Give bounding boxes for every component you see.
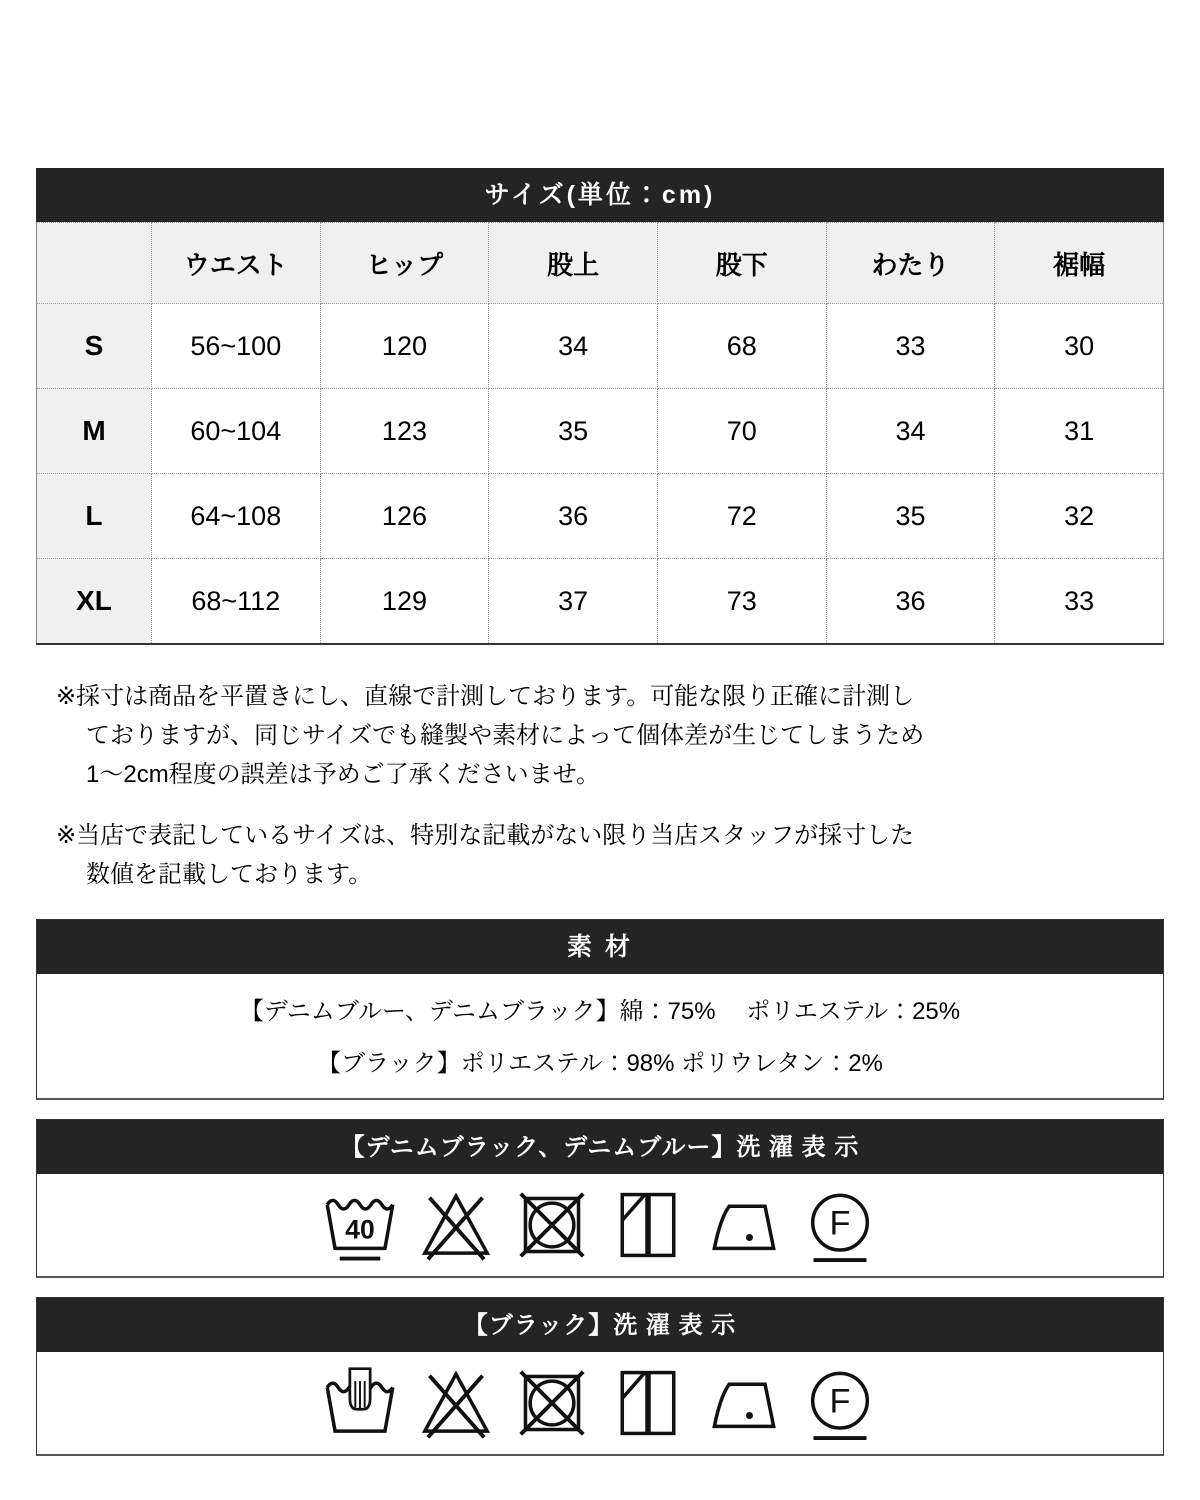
size-label: XL: [37, 559, 152, 645]
note-1: [56, 677, 1164, 794]
size-value: 123: [320, 389, 489, 474]
size-value: 68: [657, 304, 826, 389]
size-value: 33: [995, 559, 1164, 645]
column-header-5: わたり: [826, 223, 995, 304]
size-table: [36, 222, 1164, 645]
size-value: 68~112: [151, 559, 320, 645]
size-value: 56~100: [151, 304, 320, 389]
note-line: ておりますが、同じサイズでも縫製や素材によって個体差が生じてしまうため: [86, 722, 925, 749]
note-2: [56, 816, 1164, 894]
care-section-2: [36, 1297, 1164, 1456]
column-header-2: ヒップ: [320, 223, 489, 304]
size-value: 36: [489, 474, 658, 559]
size-value: 60~104: [151, 389, 320, 474]
material-body: [37, 974, 1163, 1098]
dry-clean-f-gentle-icon: [801, 1185, 879, 1265]
care-sections: [36, 1119, 1164, 1456]
size-table-section: [36, 168, 1164, 645]
size-label: M: [37, 389, 152, 474]
size-value: 32: [995, 474, 1164, 559]
size-row-L: [37, 474, 1164, 559]
do-not-tumble-dry-icon: [513, 1185, 591, 1265]
size-value: 31: [995, 389, 1164, 474]
material-line: 【デニムブルー、デニムブラック】綿：75% ポリエステル：25%: [239, 998, 961, 1025]
note-line: ※採寸は商品を平置きにし、直線で計測しております。可能な限り正確に計測し: [56, 683, 915, 710]
wash-40-icon: [321, 1185, 399, 1265]
size-value: 72: [657, 474, 826, 559]
iron-low-icon: [705, 1363, 783, 1443]
size-value: 35: [826, 474, 995, 559]
column-header-3: 股上: [489, 223, 658, 304]
care-section-title: 【ブラック】洗 濯 表 示: [37, 1298, 1163, 1352]
size-spec-page: [36, 0, 1164, 1456]
care-section-1: [36, 1119, 1164, 1278]
note-line: 数値を記載しております。: [86, 861, 373, 888]
line-dry-in-shade-icon: [609, 1185, 687, 1265]
size-row-XL: [37, 559, 1164, 645]
size-value: 34: [489, 304, 658, 389]
size-value: 35: [489, 389, 658, 474]
size-value: 126: [320, 474, 489, 559]
measurement-notes: [36, 677, 1164, 894]
size-label: L: [37, 474, 152, 559]
size-value: 30: [995, 304, 1164, 389]
size-value: 120: [320, 304, 489, 389]
care-section-title: 【デニムブラック、デニムブルー】洗 濯 表 示: [37, 1120, 1163, 1174]
care-symbols-row: [37, 1174, 1163, 1276]
hand-wash-icon: [321, 1363, 399, 1443]
iron-low-icon: [705, 1185, 783, 1265]
size-row-M: [37, 389, 1164, 474]
size-value: 33: [826, 304, 995, 389]
dry-clean-f-gentle-icon: [801, 1363, 879, 1443]
do-not-tumble-dry-icon: [513, 1363, 591, 1443]
size-value: 129: [320, 559, 489, 645]
size-value: 34: [826, 389, 995, 474]
size-value: 70: [657, 389, 826, 474]
size-value: 37: [489, 559, 658, 645]
care-symbols-row: [37, 1352, 1163, 1454]
material-section: [36, 919, 1164, 1100]
size-table-title: サイズ(単位：cm): [36, 168, 1164, 222]
column-header-6: 裾幅: [995, 223, 1164, 304]
size-label: S: [37, 304, 152, 389]
line-dry-in-shade-icon: [609, 1363, 687, 1443]
size-value: 64~108: [151, 474, 320, 559]
do-not-bleach-icon: [417, 1363, 495, 1443]
column-header-4: 股下: [657, 223, 826, 304]
do-not-bleach-icon: [417, 1185, 495, 1265]
corner-cell: [37, 223, 152, 304]
column-header-1: ウエスト: [151, 223, 320, 304]
size-table-header-row: [37, 223, 1164, 304]
size-row-S: [37, 304, 1164, 389]
note-line: ※当店で表記しているサイズは、特別な記載がない限り当店スタッフが採寸した: [56, 822, 915, 849]
material-line: 【ブラック】ポリエステル：98% ポリウレタン：2%: [317, 1050, 883, 1077]
size-value: 73: [657, 559, 826, 645]
size-value: 36: [826, 559, 995, 645]
material-title: 素 材: [37, 920, 1163, 974]
note-line: 1〜2cm程度の誤差は予めご了承くださいませ。: [86, 761, 600, 788]
